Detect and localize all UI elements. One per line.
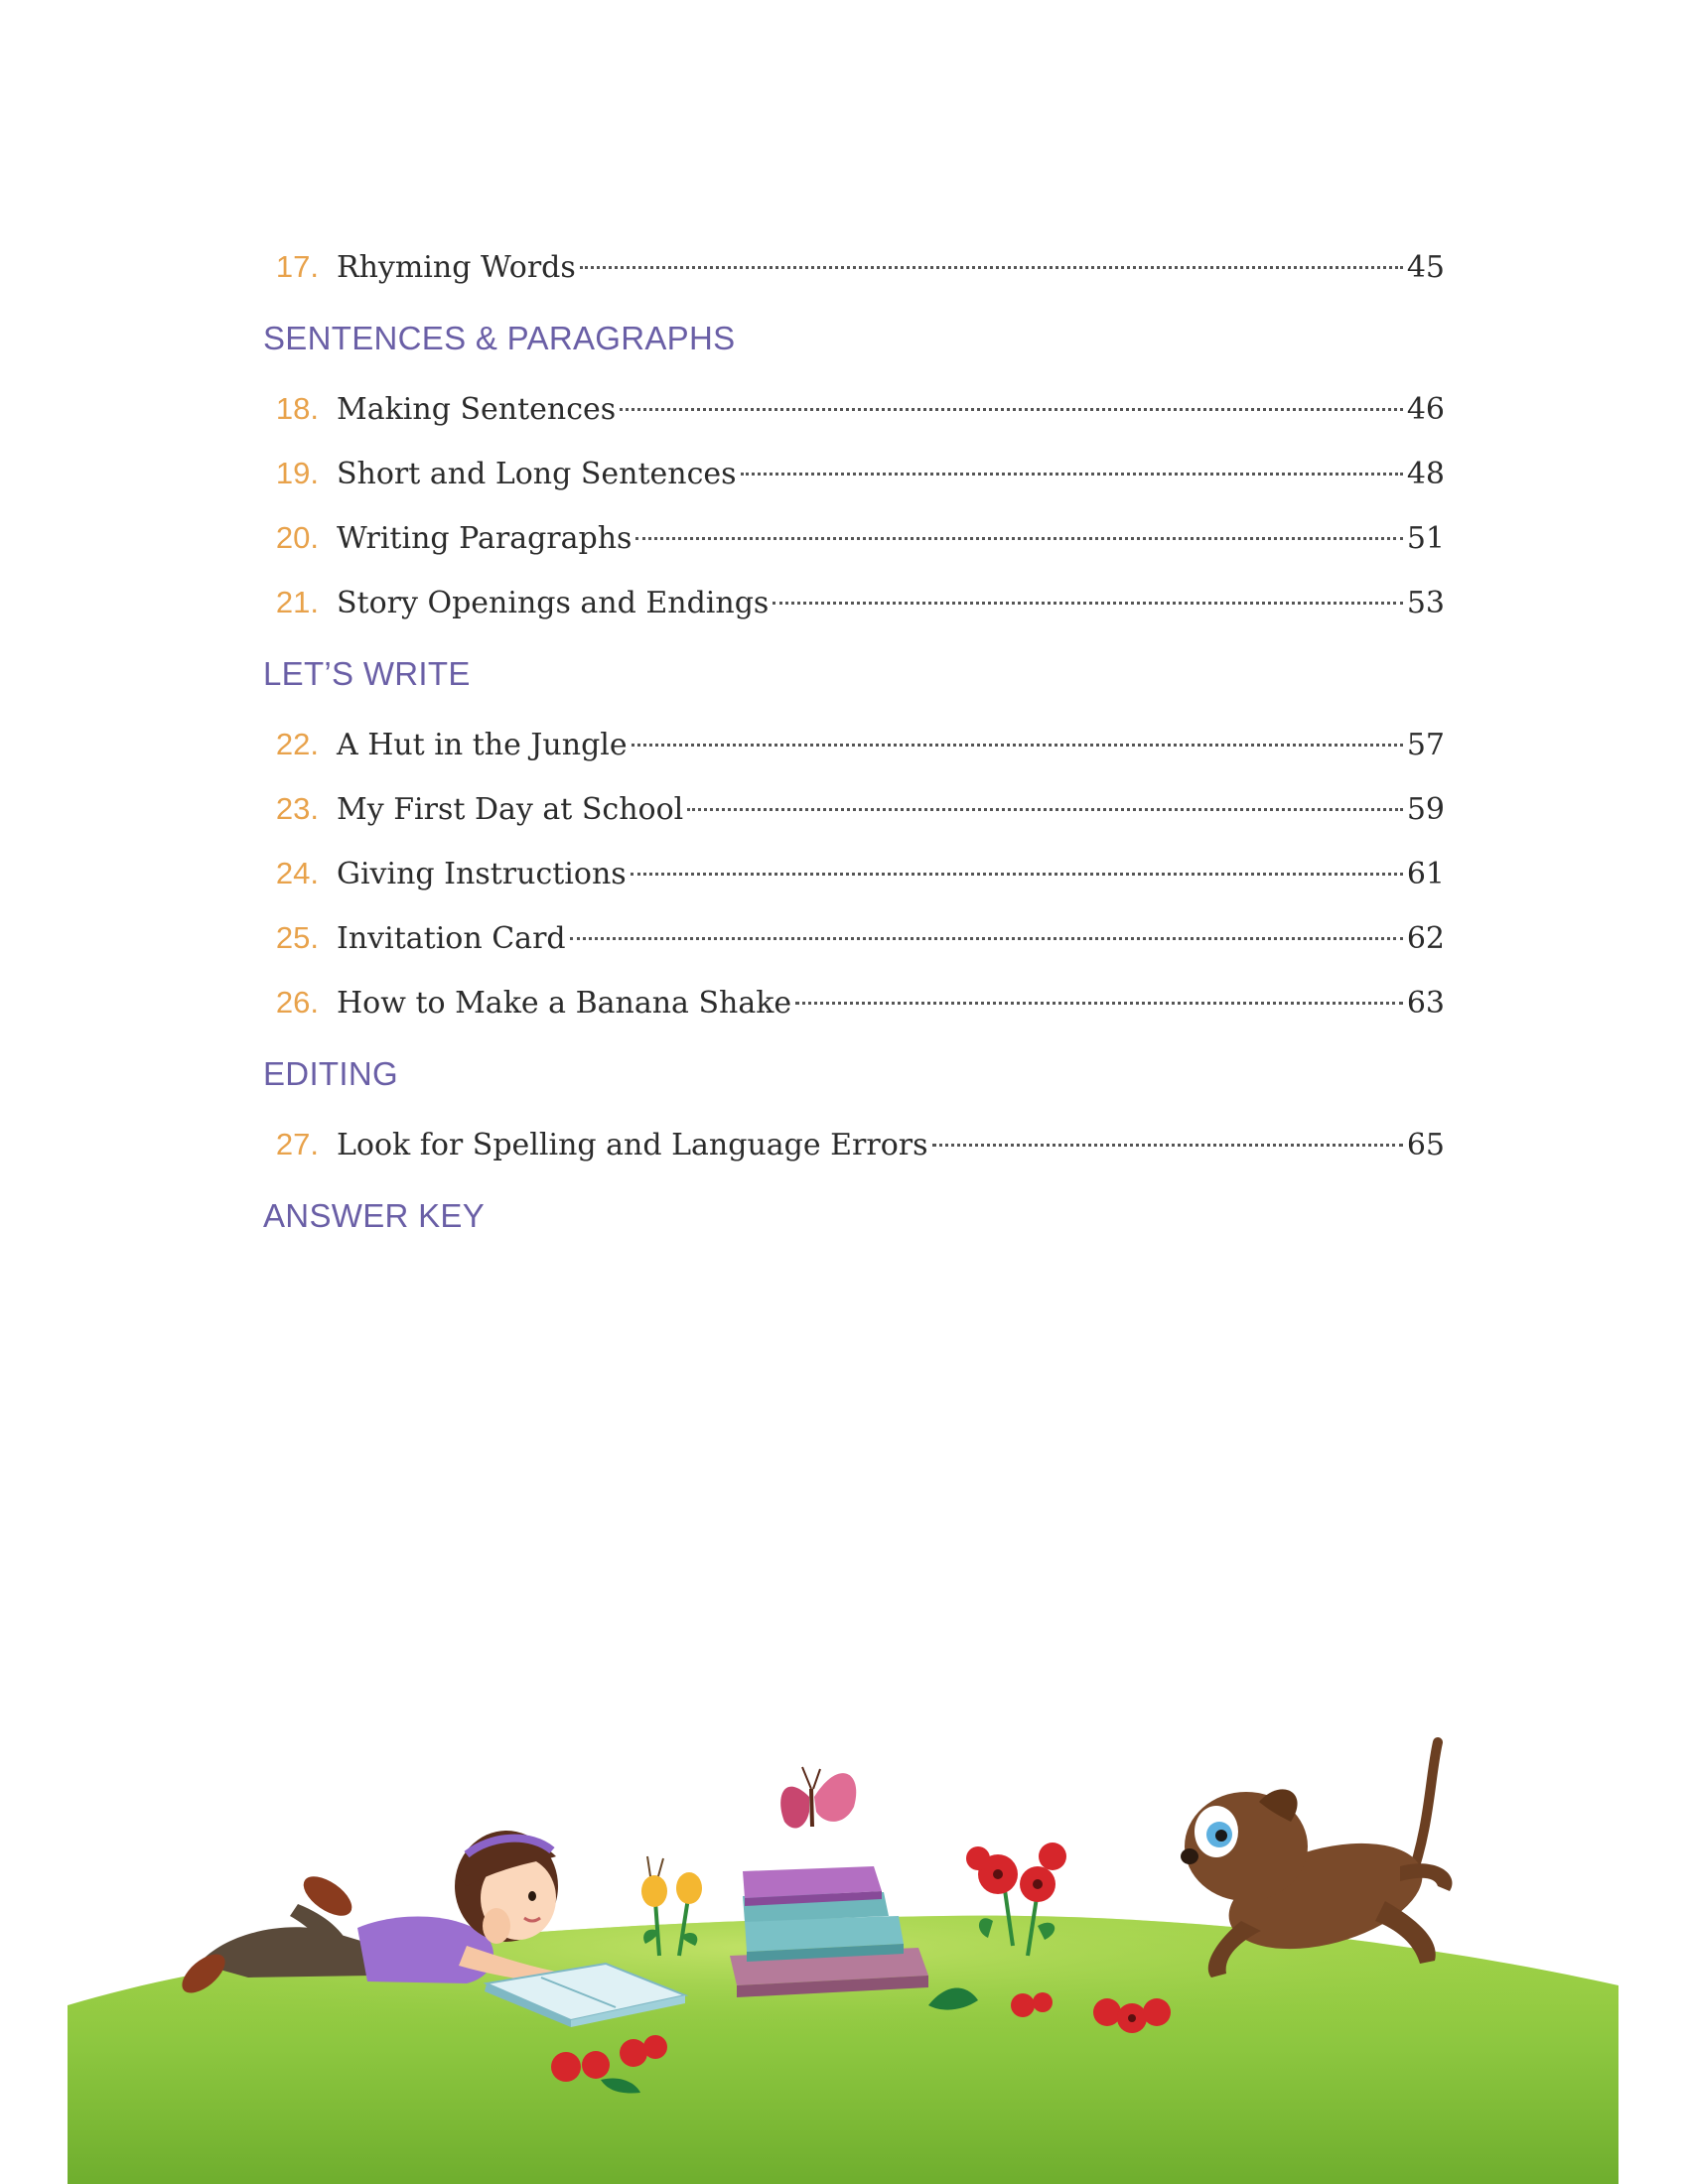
toc-entry[interactable] xyxy=(263,376,1445,441)
page-number: 48 xyxy=(1406,457,1445,491)
chapter-title: Story Openings and Endings xyxy=(337,586,770,620)
dot-leader xyxy=(687,808,1403,811)
dot-leader xyxy=(632,744,1403,747)
toc-entry[interactable] xyxy=(263,776,1445,841)
page-number: 65 xyxy=(1406,1128,1445,1162)
toc-entry[interactable] xyxy=(263,570,1445,634)
dot-leader xyxy=(570,937,1403,940)
toc-entry[interactable] xyxy=(263,505,1445,570)
page-number: 57 xyxy=(1406,728,1445,762)
chapter-number: 24. xyxy=(275,856,319,890)
butterfly-icon xyxy=(780,1767,856,1829)
meadow-illustration xyxy=(0,1717,1688,2184)
dot-leader xyxy=(635,537,1402,540)
chapter-title: A Hut in the Jungle xyxy=(337,728,628,762)
chapter-title: Invitation Card xyxy=(337,921,566,956)
page-number: 51 xyxy=(1406,521,1445,556)
toc-entry[interactable] xyxy=(263,841,1445,905)
book-stack-icon xyxy=(730,1866,928,1997)
chapter-title: Look for Spelling and Language Errors xyxy=(337,1128,928,1162)
chapter-number: 21. xyxy=(275,585,319,619)
chapter-number: 19. xyxy=(275,456,319,490)
page-number: 59 xyxy=(1406,792,1445,827)
chapter-title: Giving Instructions xyxy=(337,857,627,891)
chapter-number: 25. xyxy=(275,920,319,955)
chapter-number: 22. xyxy=(275,727,319,761)
dot-leader xyxy=(741,473,1403,476)
chapter-title: How to Make a Banana Shake xyxy=(337,986,792,1021)
dot-leader xyxy=(773,602,1403,605)
chapter-title: Short and Long Sentences xyxy=(337,457,737,491)
chapter-number: 18. xyxy=(275,391,319,426)
dog-icon xyxy=(1181,1742,1453,1978)
table-of-contents xyxy=(263,234,1445,1254)
page-number: 45 xyxy=(1406,250,1445,285)
dot-leader xyxy=(620,408,1403,411)
section-heading: EDITING xyxy=(263,1055,398,1092)
dot-leader xyxy=(580,266,1403,269)
chapter-title: Making Sentences xyxy=(337,392,617,427)
chapter-title: My First Day at School xyxy=(337,792,684,827)
section-heading: LET’S WRITE xyxy=(263,655,471,692)
chapter-title: Rhyming Words xyxy=(337,250,576,285)
toc-entry[interactable] xyxy=(263,234,1445,299)
toc-entry[interactable] xyxy=(263,905,1445,970)
toc-entry[interactable] xyxy=(263,970,1445,1034)
chapter-number: 17. xyxy=(275,249,319,284)
chapter-title: Writing Paragraphs xyxy=(337,521,633,556)
chapter-number: 20. xyxy=(275,520,319,555)
chapter-number: 27. xyxy=(275,1127,319,1161)
dot-leader xyxy=(631,873,1403,876)
page-number: 62 xyxy=(1406,921,1445,956)
dot-leader xyxy=(795,1002,1403,1005)
page-number: 63 xyxy=(1406,986,1445,1021)
chapter-number: 23. xyxy=(275,791,319,826)
chapter-number: 26. xyxy=(275,985,319,1020)
toc-entry[interactable] xyxy=(263,441,1445,505)
toc-entry[interactable] xyxy=(263,1112,1445,1176)
page-number: 61 xyxy=(1406,857,1445,891)
page-number: 53 xyxy=(1406,586,1445,620)
toc-entry[interactable] xyxy=(263,712,1445,776)
section-heading: SENTENCES & PARAGRAPHS xyxy=(263,320,736,356)
dot-leader xyxy=(932,1144,1403,1147)
section-heading: ANSWER KEY xyxy=(263,1197,486,1234)
page-number: 46 xyxy=(1406,392,1445,427)
